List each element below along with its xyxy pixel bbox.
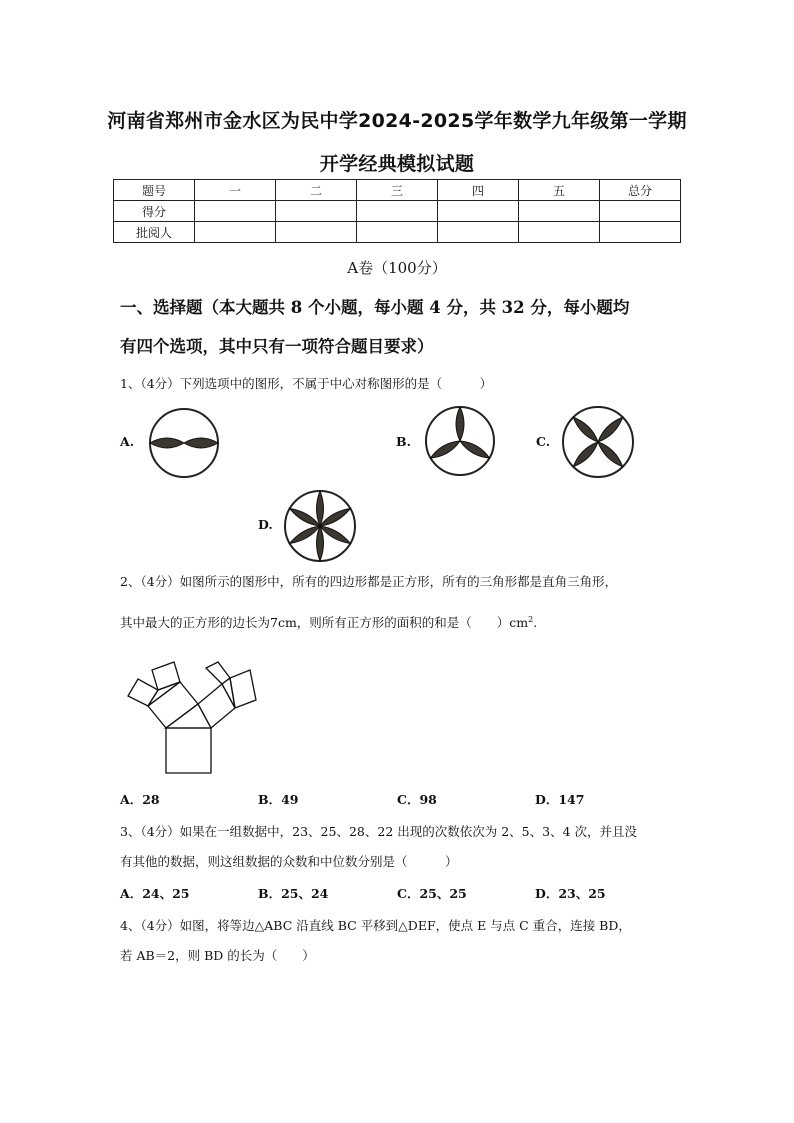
score-cell xyxy=(357,222,438,243)
q1-figure-c xyxy=(561,405,635,479)
score-cell xyxy=(519,222,600,243)
square-shape xyxy=(230,670,256,708)
q1-option-d-label: D. xyxy=(258,517,273,532)
petal-shape xyxy=(184,438,218,448)
q2-unit-exponent: 2 xyxy=(528,615,534,624)
score-cell xyxy=(276,201,357,222)
score-table-cell: 二 xyxy=(276,180,357,201)
q3-option-b[interactable]: B．25、24 xyxy=(258,886,329,901)
score-table-cell: 总分 xyxy=(600,180,681,201)
q1-option-b-label: B. xyxy=(396,434,411,449)
score-cell xyxy=(438,222,519,243)
q1-figure-b xyxy=(424,405,496,477)
score-table-cell: 四 xyxy=(438,180,519,201)
right-triangle-shape xyxy=(148,682,180,706)
score-cell xyxy=(276,222,357,243)
q4-stem-line1: 4、（4分）如图，将等边△ABC 沿直线 BC 平移到△DEF，使点 E 与点 C 重合，连接 BD， xyxy=(120,918,631,933)
score-cell xyxy=(519,201,600,222)
q2-stem-line2 xyxy=(120,604,680,638)
exam-title-line1: 河南省郑州市金水区为民中学2024-2025学年数学九年级第一学期 xyxy=(107,110,687,132)
q2-option-b[interactable]: B．49 xyxy=(258,792,299,807)
q2-option-a[interactable]: A．28 xyxy=(120,792,160,807)
petal-shape xyxy=(595,439,625,469)
exam-title-line2: 开学经典模拟试题 xyxy=(319,153,475,175)
q2-stem-line1: 2、（4分）如图所示的图形中，所有的四边形都是正方形，所有的三角形都是直角三角形， xyxy=(120,574,618,589)
q1-option-a-label: A. xyxy=(120,434,135,449)
section-heading-line1: 一、选择题（本大题共 8 个小题，每小题 4 分，共 32 分，每小题均 xyxy=(120,298,630,317)
score-table-row xyxy=(114,222,681,243)
score-table-cell: 五 xyxy=(519,180,600,201)
q1-figure-a xyxy=(148,407,224,479)
score-cell xyxy=(195,201,276,222)
volume-heading: A卷（100分） xyxy=(347,259,447,277)
q3-option-a[interactable]: A．24、25 xyxy=(120,886,190,901)
petal-shape xyxy=(429,438,462,462)
score-cell xyxy=(195,222,276,243)
section-heading-line2: 有四个选项，其中只有一项符合题目要求） xyxy=(120,337,434,356)
q2-stem-text: 其中最大的正方形的边长为7cm，则所有正方形的面积的和是（ ）cm xyxy=(120,615,529,631)
q1-option-c-label: C. xyxy=(536,434,551,449)
petal-shape xyxy=(317,491,324,526)
score-cell xyxy=(600,222,681,243)
square-shape xyxy=(206,662,230,684)
q3-option-c[interactable]: C．25、25 xyxy=(397,886,467,901)
q1-figure-d xyxy=(283,489,357,563)
score-table-cell: 一 xyxy=(195,180,276,201)
q2-option-d[interactable]: D．147 xyxy=(535,792,585,807)
score-cell xyxy=(357,201,438,222)
score-table-row-label: 得分 xyxy=(114,201,195,222)
q4-stem-line2: 若 AB＝2，则 BD 的长为（ ） xyxy=(120,948,315,963)
square-shape xyxy=(198,684,235,728)
score-cell xyxy=(438,201,519,222)
q2-option-c[interactable]: C．98 xyxy=(397,792,437,807)
score-table-cell: 题号 xyxy=(114,180,195,201)
petal-shape xyxy=(595,414,625,444)
q3-stem-line2: 有其他的数据，则这组数据的众数和中位数分别是（ ） xyxy=(120,854,458,869)
petal-shape xyxy=(150,438,184,448)
score-cell xyxy=(600,201,681,222)
score-table xyxy=(113,179,681,243)
petal-shape xyxy=(458,438,491,462)
score-table-header-row xyxy=(114,180,681,201)
score-table-row xyxy=(114,201,681,222)
petal-shape xyxy=(570,439,600,469)
q2-pythagoras-tree-figure xyxy=(118,646,263,778)
q3-stem-line1: 3、（4分）如果在一组数据中，23、25、28、22 出现的次数依次为 2、5、3、4 次，并且没 xyxy=(120,824,638,839)
petal-shape xyxy=(317,526,324,561)
q1-stem: 1、（4分）下列选项中的图形，不属于中心对称图形的是（ ） xyxy=(120,376,493,391)
score-table-cell: 三 xyxy=(357,180,438,201)
square-shape xyxy=(166,728,211,773)
petal-shape xyxy=(456,407,464,441)
score-table-row-label: 批阅人 xyxy=(114,222,195,243)
q2-stem-end: . xyxy=(533,615,538,631)
q3-option-d[interactable]: D．23、25 xyxy=(535,886,606,901)
petal-shape xyxy=(570,414,600,444)
